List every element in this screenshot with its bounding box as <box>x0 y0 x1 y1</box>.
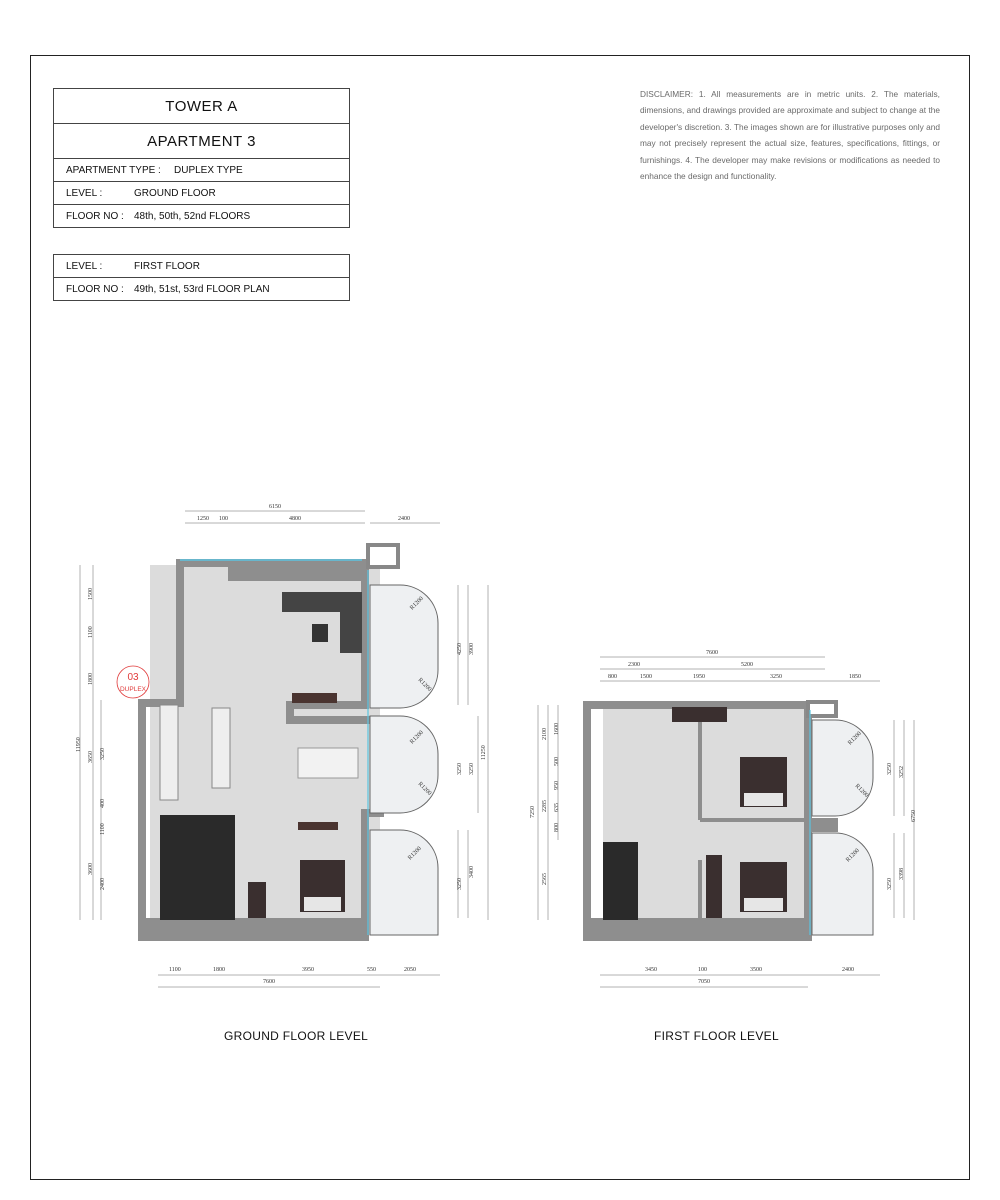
first-mid-ledge <box>808 818 838 832</box>
dim-label: 2565 <box>542 873 548 885</box>
row-label: FLOOR NO : <box>66 210 124 222</box>
dim-label: 550 <box>367 967 376 973</box>
wardrobe <box>248 882 266 918</box>
tower-title: TOWER A <box>54 89 350 124</box>
bed-pillows <box>744 793 783 806</box>
radius-label: R1200 <box>847 730 863 747</box>
dim-label: 1800 <box>88 673 94 685</box>
radius-label: R1200 <box>409 595 425 612</box>
dim-label: 3650 <box>88 751 94 763</box>
dim-label: 100 <box>219 516 228 522</box>
dim-label: 2100 <box>542 728 548 740</box>
apartment-title: APARTMENT 3 <box>54 124 350 159</box>
dim-label: 2285 <box>542 800 548 812</box>
dim-label: 7600 <box>263 979 275 985</box>
dim-label: 3250 <box>457 878 463 890</box>
staircase <box>160 815 235 920</box>
dim-label: 635 <box>554 803 560 812</box>
dim-label: 500 <box>554 757 560 766</box>
row-value: DUPLEX TYPE <box>174 164 243 176</box>
dim-label: 400 <box>100 799 106 808</box>
row-label: FLOOR NO : <box>66 283 124 295</box>
radius-label: R1200 <box>407 845 423 862</box>
ac-ledge <box>368 545 398 567</box>
first-floor-plan <box>530 650 917 987</box>
dim-label: 3250 <box>100 748 106 760</box>
dim-label: 4250 <box>457 643 463 655</box>
dim-label: 950 <box>554 781 560 790</box>
dim-label: 1100 <box>169 967 181 973</box>
row-label: LEVEL : <box>66 260 103 272</box>
dim-label: 4800 <box>289 516 301 522</box>
radius-label: R1200 <box>416 781 433 797</box>
dim-label: 3250 <box>887 878 893 890</box>
row-value: 48th, 50th, 52nd FLOORS <box>134 210 251 222</box>
first-bottom-wall <box>587 918 808 938</box>
bedroom-tv-unit <box>298 822 338 830</box>
dim-label: 7250 <box>530 806 536 818</box>
dim-label: 100 <box>698 967 707 973</box>
dim-label: 1100 <box>100 823 106 835</box>
balcony-dining <box>370 716 438 813</box>
row-label: LEVEL : <box>66 187 103 199</box>
radius-label: R1200 <box>845 847 861 864</box>
first-ac-ledge <box>808 702 836 716</box>
dining-table <box>298 748 358 778</box>
first-balcony-2 <box>812 833 873 935</box>
kitchen-island <box>212 708 230 788</box>
ground-top-wall <box>228 563 363 581</box>
first-staircase <box>603 842 638 920</box>
dim-label: 1950 <box>693 674 705 680</box>
dim-label: 2300 <box>628 662 640 668</box>
ground-floor-plan <box>76 504 488 987</box>
dim-label: 2400 <box>842 967 854 973</box>
balcony-bedroom <box>370 830 438 935</box>
bed-pillows <box>744 898 783 911</box>
dim-label: 3450 <box>645 967 657 973</box>
dim-label: 3398 <box>899 868 905 880</box>
badge-number: 03 <box>127 672 139 683</box>
dim-label: 1500 <box>640 674 652 680</box>
badge-label: DUPLEX <box>119 686 147 693</box>
dim-label: 1850 <box>849 674 861 680</box>
row-value: FIRST FLOOR <box>134 260 200 272</box>
radius-label: R1200 <box>409 729 425 746</box>
radius-label: R1200 <box>416 677 433 693</box>
first-floor-caption: FIRST FLOOR LEVEL <box>654 1029 779 1043</box>
kitchen-counter <box>160 705 178 800</box>
dim-label: 3400 <box>469 866 475 878</box>
dim-label: 1800 <box>213 967 225 973</box>
dim-label: 3600 <box>88 863 94 875</box>
dim-label: 3250 <box>469 763 475 775</box>
dim-label: 3250 <box>457 763 463 775</box>
dim-label: 1600 <box>554 723 560 735</box>
wardrobe <box>706 855 722 918</box>
dim-label: 800 <box>608 674 617 680</box>
row-value: 49th, 51st, 53rd FLOOR PLAN <box>134 283 270 295</box>
dim-label: 11950 <box>76 737 82 752</box>
dim-label: 3250 <box>770 674 782 680</box>
dim-label: 3500 <box>750 967 762 973</box>
radius-label: R1200 <box>853 783 870 799</box>
bed-pillows <box>304 897 341 911</box>
dim-label: 2050 <box>404 967 416 973</box>
dim-label: 1100 <box>88 626 94 638</box>
wardrobe <box>672 707 727 722</box>
dim-label: 11250 <box>481 745 487 760</box>
dim-label: 7600 <box>706 650 718 656</box>
dim-label: 1250 <box>197 516 209 522</box>
dim-label: 2400 <box>398 516 410 522</box>
dim-label: 7050 <box>698 979 710 985</box>
ground-floor-caption: GROUND FLOOR LEVEL <box>224 1029 369 1043</box>
dim-label: 3900 <box>469 643 475 655</box>
dim-label: 6750 <box>911 810 917 822</box>
coffee-table <box>312 624 328 642</box>
dim-label: 3250 <box>887 763 893 775</box>
dim-label: 800 <box>554 823 560 832</box>
dim-label: 1500 <box>88 588 94 600</box>
dim-label: 6150 <box>269 504 281 510</box>
disclaimer-text: DISCLAIMER: 1. All measurements are in metric units. 2. The materials, dimensions, and drawings provided are approximate and subject to change at the developer's discretion. 3. The images shown are for illustrative purposes only and may not precisely represent the actual size, features, specifications, fittings, or furnishings. 4. The developer may make revisions or modifications as needed to enhance the design and functionality. <box>640 89 940 182</box>
duplex-badge <box>117 666 149 698</box>
tv-unit <box>292 693 337 703</box>
row-label: APARTMENT TYPE : <box>66 164 161 176</box>
row-value: GROUND FLOOR <box>134 187 216 199</box>
sofa-corner <box>340 605 362 653</box>
first-balcony-1 <box>812 720 873 816</box>
dim-label: 3950 <box>302 967 314 973</box>
dim-label: 5200 <box>741 662 753 668</box>
ground-bottom-wall <box>142 918 365 938</box>
dim-label: 3252 <box>899 766 905 778</box>
dim-label: 2400 <box>100 878 106 890</box>
